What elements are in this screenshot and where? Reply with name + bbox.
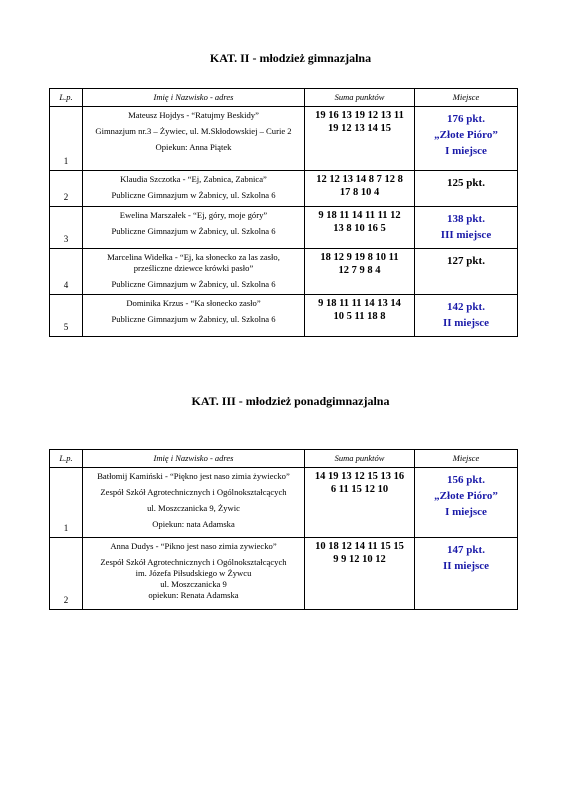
place-label: II miejsce [442, 560, 490, 572]
score-cell [305, 295, 415, 337]
place-label: II miejsce [442, 317, 490, 329]
row-number: 5 [50, 295, 83, 337]
participant-school: Zespół Szkół Agrotechnicznych i Ogólnokształcących [100, 557, 287, 567]
participant-school: Publiczne Gimnazjum w Żabnicy, ul. Szkolna 6 [111, 226, 276, 236]
participant-cell [83, 107, 305, 171]
points-total: 127 pkt. [447, 255, 485, 267]
header-lp: L.p. [50, 89, 83, 107]
score-cell [305, 171, 415, 207]
score-line: 19 16 13 19 12 13 11 [315, 110, 404, 121]
participant-cell [83, 171, 305, 207]
points-total: 176 pkt. [447, 113, 485, 125]
score-line: 17 8 10 4 [339, 186, 380, 198]
table-row [50, 107, 518, 171]
points-total: 156 pkt. [447, 474, 485, 486]
points-total: 142 pkt. [447, 301, 485, 313]
participant-school: Publiczne Gimnazjum w Żabnicy, ul. Szkolna 6 [111, 279, 276, 289]
row-number: 4 [50, 249, 83, 295]
participant-school: Publiczne Gimnazjum w Żabnicy, ul. Szkolna 6 [111, 190, 276, 200]
participant-name: Dominika Krzus - “Ka słonecko zasło” [126, 298, 261, 308]
place-label: I miejsce [445, 145, 487, 157]
place-cell [415, 107, 518, 171]
table-row [50, 207, 518, 249]
place-cell [415, 207, 518, 249]
participant-name-continued: prześliczne dziewce krówki pasło” [133, 263, 254, 273]
points-total: 125 pkt. [447, 177, 485, 189]
place-cell [415, 538, 518, 610]
participant-guardian: Opiekun: nata Adamska [152, 519, 235, 529]
header-name: Imię i Nazwisko - adres [83, 89, 305, 107]
header-place: Miejsce [415, 450, 518, 468]
score-line: 9 18 11 11 14 13 14 [318, 298, 401, 309]
row-number: 1 [50, 107, 83, 171]
row-number: 1 [50, 468, 83, 538]
participant-cell [83, 468, 305, 538]
score-cell [305, 249, 415, 295]
header-lp: L.p. [50, 450, 83, 468]
row-number: 3 [50, 207, 83, 249]
row-number: 2 [50, 538, 83, 610]
participant-school: Gimnazjum nr.3 – Żywiec, ul. M.Skłodowskiej – Curie 2 [95, 126, 292, 136]
place-cell [415, 171, 518, 207]
place-cell [415, 295, 518, 337]
place-cell [415, 468, 518, 538]
table-row [50, 468, 518, 538]
score-cell [305, 538, 415, 610]
category-3-results-table [49, 449, 518, 610]
participant-school: Zespół Szkół Agrotechnicznych i Ogólnokształcących [100, 487, 287, 497]
participant-cell [83, 295, 305, 337]
participant-name: Mateusz Hojdys - “Ratujmy Beskidy” [128, 110, 259, 120]
award-label: „Złote Pióro” [434, 490, 498, 502]
participant-name: Klaudia Szczotka - “Ej, Zabnica, Zabnica” [120, 174, 267, 184]
score-line: 13 8 10 16 5 [333, 222, 386, 234]
table-row [50, 249, 518, 295]
points-total: 147 pkt. [447, 544, 485, 556]
score-line: 10 18 12 14 11 15 15 [315, 541, 404, 552]
header-score: Suma punktów [305, 450, 415, 468]
participant-name: Anna Dudys - “Pikno jest naso zimia zywiecko” [110, 541, 277, 551]
score-line: 9 9 12 10 12 [333, 553, 386, 565]
participant-name: Batłomij Kamiński - “Piękno jest naso zimia żywiecko” [97, 471, 290, 481]
header-place: Miejsce [415, 89, 518, 107]
header-name: Imię i Nazwisko - adres [83, 450, 305, 468]
participant-guardian: Opiekun: Anna Piątek [155, 142, 232, 152]
score-cell [305, 207, 415, 249]
participant-school: Publiczne Gimnazjum w Żabnicy, ul. Szkolna 6 [111, 314, 276, 324]
table-row [50, 171, 518, 207]
score-line: 12 12 13 14 8 7 12 8 [316, 174, 403, 185]
score-cell [305, 468, 415, 538]
participant-name: Marcelina Widełka - “Ej, ka słonecko za las zasło, [107, 252, 280, 262]
table-row [50, 295, 518, 337]
header-score: Suma punktów [305, 89, 415, 107]
table-header-row [50, 450, 518, 468]
participant-guardian: opiekun: Renata Adamska [148, 590, 239, 600]
table-header-row [50, 89, 518, 107]
category-2-title: KAT. II - młodzież gimnazjalna [209, 51, 372, 65]
participant-school-patron: im. Józefa Piłsudskiego w Żywcu [135, 568, 252, 578]
score-line: 10 5 11 18 8 [333, 310, 386, 322]
participant-cell [83, 207, 305, 249]
score-line: 9 18 11 14 11 11 12 [318, 210, 401, 221]
participant-cell [83, 538, 305, 610]
row-number: 2 [50, 171, 83, 207]
category-3-title: KAT. III - młodzież ponadgimnazjalna [191, 394, 390, 408]
score-line: 14 19 13 12 15 13 16 [314, 471, 405, 482]
table-row [50, 538, 518, 610]
award-label: „Złote Pióro” [434, 129, 498, 141]
points-total: 138 pkt. [447, 213, 485, 225]
participant-name: Ewelina Marszałek - “Ej, góry, moje góry” [119, 210, 268, 220]
score-cell [305, 107, 415, 171]
participant-address: ul. Moszczanicka 9 [160, 579, 227, 589]
participant-cell [83, 249, 305, 295]
score-line: 18 12 9 19 8 10 11 [320, 252, 399, 263]
score-line: 19 12 13 14 15 [328, 122, 391, 134]
category-2-results-table [49, 88, 518, 337]
score-line: 6 11 15 12 10 [330, 483, 389, 495]
score-line: 12 7 9 8 4 [338, 264, 381, 276]
place-label: I miejsce [445, 506, 487, 518]
place-cell [415, 249, 518, 295]
place-label: III miejsce [440, 229, 492, 241]
participant-address: ul. Moszczanicka 9, Żywic [147, 503, 240, 513]
